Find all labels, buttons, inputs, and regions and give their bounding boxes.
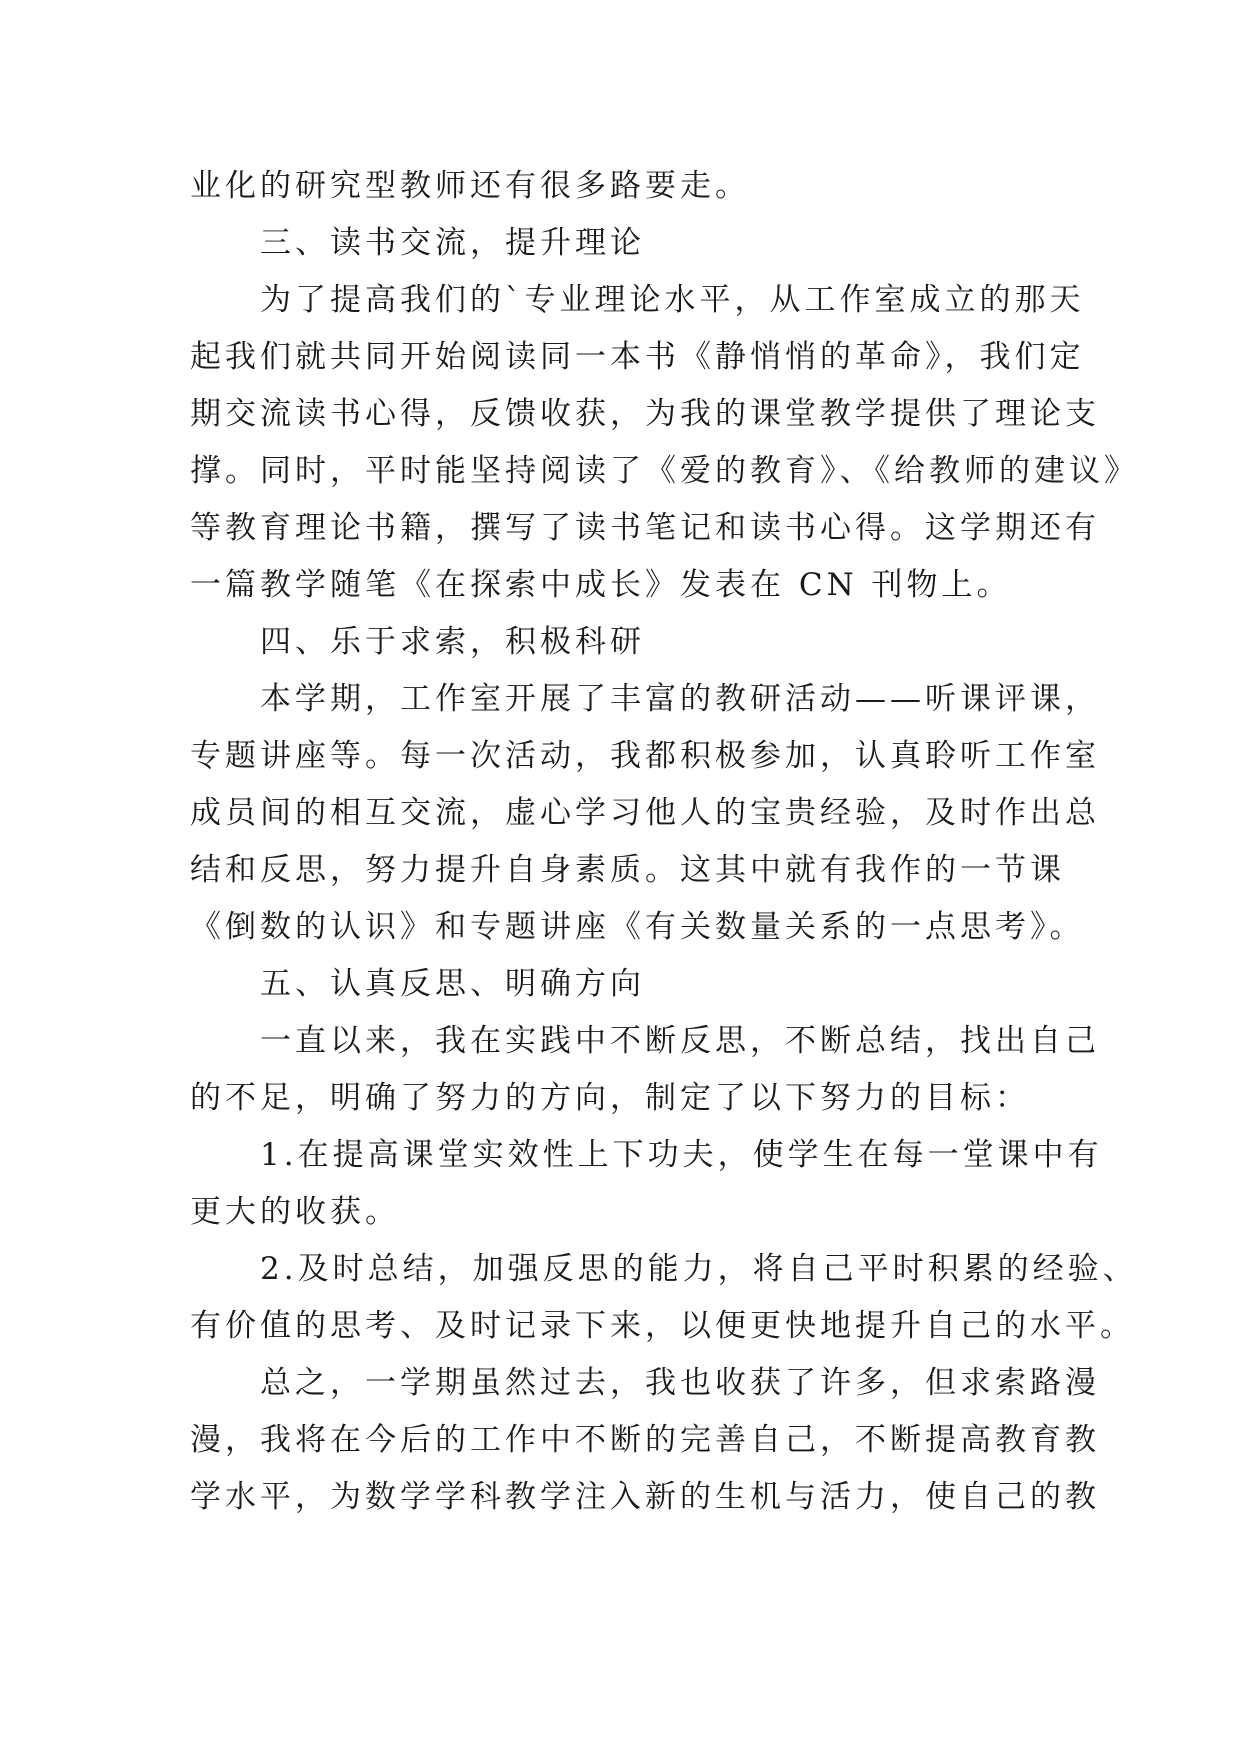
paragraph-line: 的不足，明确了努力的方向，制定了以下努力的目标： xyxy=(190,1080,1030,1116)
paragraph-line: 《倒数的认识》和专题讲座《有关数量关系的一点思考》。 xyxy=(190,909,1085,945)
paragraph-line: 期交流读书心得，反馈收获，为我的课堂教学提供了理论支 xyxy=(190,396,1100,432)
goal-item-1: 1.在提高课堂实效性上下功夫，使学生在每一堂课中有 xyxy=(260,1137,1103,1173)
paragraph-line: 更大的收获。 xyxy=(190,1194,400,1230)
section-heading-research: 四、乐于求索，积极科研 xyxy=(260,624,645,660)
document-body xyxy=(190,158,1139,1526)
paragraph-line: 有价值的思考、及时记录下来，以便更快地提升自己的水平。 xyxy=(190,1308,1135,1344)
paragraph-line: 业化的研究型教师还有很多路要走。 xyxy=(190,168,750,204)
paragraph-line: 撑。同时，平时能坚持阅读了《爱的教育》、《给教师的建议》 xyxy=(190,453,1139,489)
paragraph-line: 总之，一学期虽然过去，我也收获了许多，但求索路漫 xyxy=(260,1365,1100,1401)
paragraph-line: 专题讲座等。每一次活动，我都积极参加，认真聆听工作室 xyxy=(190,738,1100,774)
paragraph-line: 一篇教学随笔《在探索中成长》发表在 CN 刊物上。 xyxy=(190,567,1012,603)
paragraph-line: 成员间的相互交流，虚心学习他人的宝贵经验，及时作出总 xyxy=(190,795,1100,831)
paragraph-line: 等教育理论书籍，撰写了读书笔记和读书心得。这学期还有 xyxy=(190,510,1100,546)
paragraph-line: 学水平，为数学学科教学注入新的生机与活力，使自己的教 xyxy=(190,1479,1100,1515)
paragraph-line: 起我们就共同开始阅读同一本书《静悄悄的革命》，我们定 xyxy=(190,339,1085,375)
paragraph-line: 为了提高我们的`专业理论水平，从工作室成立的那天 xyxy=(260,282,1085,318)
paragraph-line: 本学期，工作室开展了丰富的教研活动——听课评课， xyxy=(260,681,1100,717)
paragraph-line: 结和反思，努力提升自身素质。这其中就有我作的一节课 xyxy=(190,852,1065,888)
paragraph-line: 一直以来，我在实践中不断反思，不断总结，找出自己 xyxy=(260,1023,1100,1059)
goal-item-2: 2.及时总结，加强反思的能力，将自己平时积累的经验、 xyxy=(260,1251,1138,1287)
section-heading-reflection: 五、认真反思、明确方向 xyxy=(260,966,645,1002)
section-heading-reading: 三、读书交流，提升理论 xyxy=(260,225,645,261)
paragraph-line: 漫，我将在今后的工作中不断的完善自己，不断提高教育教 xyxy=(190,1422,1100,1458)
